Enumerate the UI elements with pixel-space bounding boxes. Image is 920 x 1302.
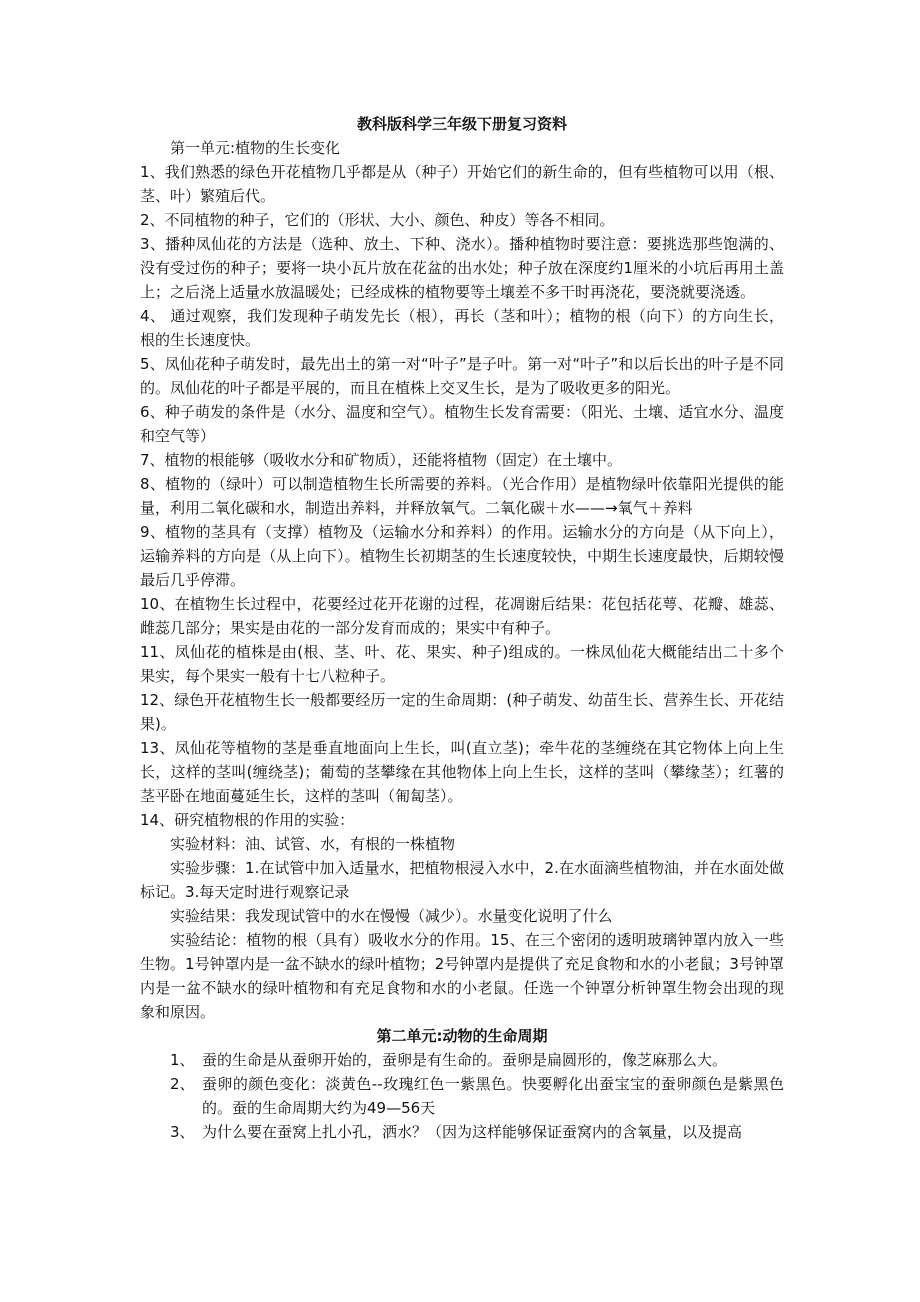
list-text: 蚕卵的颜色变化：淡黄色--玫瑰红色一紫黑色。快要孵化出蚕宝宝的蚕卵颜色是紫黑色的。蚕的生命周期大约为49—56天 [202, 1075, 784, 1117]
list-item: 5、凤仙花种子萌发时，最先出土的第一对“叶子”是子叶。第一对“叶子”和以后长出的叶子是不同的。凤仙花的叶子都是平展的，而且在植株上交叉生长，是为了吸收更多的阳光。 [140, 355, 784, 397]
list-item: 4、 通过观察，我们发现种子萌发先长（根），再长（茎和叶）；植物的根（向下）的方向生长，根的生长速度快。 [140, 307, 784, 349]
list-item: 1、我们熟悉的绿色开花植物几乎都是从（种子）开始它们的新生命的，但有些植物可以用（根、茎、叶）繁殖后代。 [140, 163, 784, 205]
unit2-heading: 第二单元:动物的生命周期 [376, 1027, 548, 1045]
list-item: 13、凤仙花等植物的茎是垂直地面向上生长，叫(直立茎)；牵牛花的茎缠绕在其它物体上向上生长，这样的茎叫(缠绕茎)；葡萄的茎攀缘在其他物体上向上生长，这样的茎叫（攀缘茎）；红薯的茎平卧在地面蔓延生长，这样的茎叫（匍匐茎）。 [140, 739, 784, 805]
list-item: 10、在植物生长过程中，花要经过花开花谢的过程，花凋谢后结果：花包括花萼、花瓣、雄蕊、雌蕊几部分；果实是由花的一部分发育而成的；果实中有种子。 [140, 595, 784, 637]
list-number: 1、 [170, 1051, 195, 1069]
list-item: 14、研究植物根的作用的实验： [140, 811, 355, 829]
list-item [170, 1120, 784, 1144]
experiment-steps: 实验步骤：1.在试管中加入适量水，把植物根浸入水中，2.在水面滴些植物油，并在水面处做标记。3.每天定时进行观察记录 [140, 859, 784, 901]
experiment-conclusion: 实验结论：植物的根（具有）吸收水分的作用。15、在三个密闭的透明玻璃钟罩内放入一些生物。1号钟罩内是一盆不缺水的绿叶植物；2号钟罩内是提供了充足食物和水的小老鼠；3号钟罩内是一盆不缺水的绿叶植物和有充足食物和水的小老鼠。任选一个钟罩分析钟罩生物会出现的现象和原因。 [140, 931, 784, 1021]
list-text: 蚕的生命是从蚕卵开始的，蚕卵是有生命的。蚕卵是扁圆形的，像芝麻那么大。 [202, 1051, 728, 1069]
list-item: 6、种子萌发的条件是（水分、温度和空气）。植物生长发育需要：（阳光、土壤、适宜水分、温度和空气等） [140, 403, 784, 445]
list-text: 为什么要在蚕窝上扎小孔，洒水？（因为这样能够保证蚕窝内的含氧量，以及提高 [202, 1123, 743, 1141]
experiment-result: 实验结果：我发现试管中的水在慢慢（减少）。水量变化说明了什么 [170, 907, 613, 925]
list-number: 2、 [170, 1075, 195, 1093]
list-item: 7、植物的根能够（吸收水分和矿物质），还能将植物（固定）在土壤中。 [140, 451, 623, 469]
experiment-materials: 实验材料：油、试管、水，有根的一株植物 [170, 835, 456, 853]
document-title: 教科版科学三年级下册复习资料 [356, 115, 567, 133]
unit1-heading: 第一单元:植物的生长变化 [170, 139, 341, 157]
list-number: 3、 [170, 1123, 195, 1141]
list-item: 2、不同植物的种子，它们的（形状、大小、颜色、种皮）等各不相同。 [140, 211, 615, 229]
list-item: 8、植物的（绿叶）可以制造植物生长所需要的养料。（光合作用）是植物绿叶依靠阳光提供的能量，利用二氧化碳和水，制造出养料，并释放氧气。二氧化碳＋水——→氧气＋养料 [140, 475, 784, 517]
list-item: 9、植物的茎具有（支撑）植物及（运输水分和养料）的作用。运输水分的方向是（从下向上），运输养料的方向是（从上向下）。植物生长初期茎的生长速度较快，中期生长速度最快，后期较慢最后几乎停滞。 [140, 523, 784, 589]
list-item: 12、绿色开花植物生长一般都要经历一定的生命周期：(种子萌发、幼苗生长、营养生长、开花结果)。 [140, 691, 784, 733]
list-item [170, 1072, 784, 1120]
unit2-list [140, 1048, 784, 1144]
list-item: 11、凤仙花的植株是由(根、茎、叶、花、果实、种子)组成的。一株凤仙花大概能结出二十多个果实，每个果实一般有十七八粒种子。 [140, 643, 784, 685]
list-item: 3、播种凤仙花的方法是（选种、放土、下种、浇水）。播种植物时要注意：要挑选那些饱满的、没有受过伤的种子；要将一块小瓦片放在花盆的出水处；种子放在深度约1厘米的小坑后再用土盖上；之后浇上适量水放温暖处；已经成株的植物要等土壤差不多干时再浇花，要浇就要浇透。 [140, 235, 784, 301]
list-item [170, 1048, 784, 1072]
